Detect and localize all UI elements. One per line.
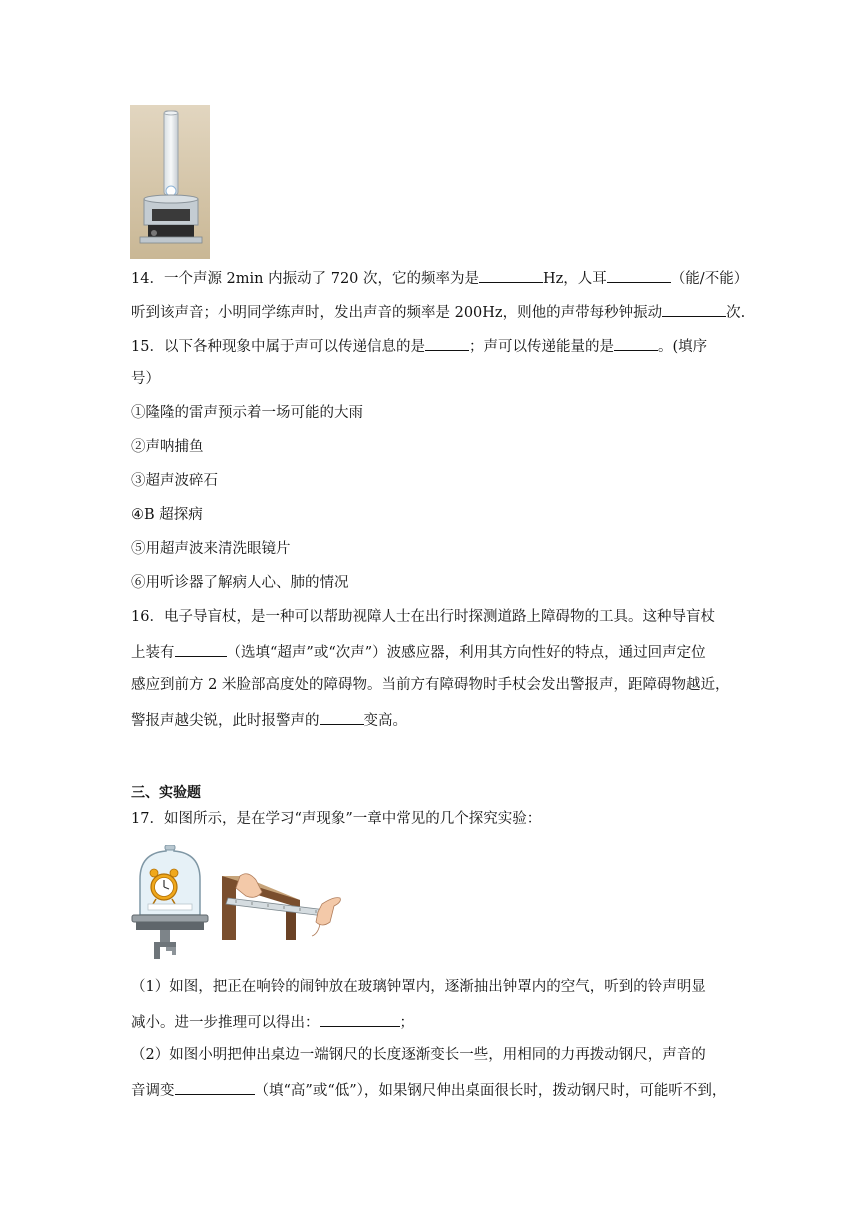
section-heading: 三、实验题 — [131, 785, 201, 801]
question-15-line-2: 号） — [131, 371, 160, 387]
question-14-line-2: 听到该声音；小明同学练声时，发出声音的频率是 200Hz，则他的声带每秒钟振动 次. — [131, 302, 737, 323]
question-16-line-3: 感应到前方 2 米脸部高度处的障碍物。当前方有障碍物时手杖会发出警报声，距障碍物越近， — [131, 677, 730, 693]
question-15-option: ②声呐捕鱼 — [131, 439, 204, 455]
question-15-option: ③超声波碎石 — [131, 473, 218, 489]
answer-blank — [175, 642, 227, 657]
question-16-line-2: 上装有 （选填“超声”或“次声”）波感应器，利用其方向性好的特点，通过回声定位 — [131, 642, 737, 663]
question-15-line-1: 15．以下各种现象中属于声可以传递信息的是 ；声可以传递能量的是 。(填序 — [131, 336, 737, 357]
question-16-line-4: 警报声越尖锐，此时报警声的 变高。 — [131, 710, 737, 731]
bell-jar-alarm-clock-image — [130, 845, 210, 963]
answer-blank — [425, 336, 469, 351]
question-16-line-1: 16．电子导盲杖，是一种可以帮助视障人士在出行时探测道路上障碍物的工具。这种导盲杖 — [131, 609, 715, 625]
question-14-line-1: 14．一个声源 2min 内振动了 720 次，它的频率为是 Hz，人耳 （能/不能） — [131, 268, 737, 289]
answer-blank — [607, 268, 671, 283]
answer-blank — [320, 1012, 400, 1027]
answer-blank — [479, 268, 543, 283]
question-17-part-2-line-2: 音调变 （填“高”或“低”），如果钢尺伸出桌面很长时，拨动钢尺时，可能听不到， — [131, 1080, 737, 1101]
question-17-part-2-line-1: （2）如图小明把伸出桌边一端钢尺的长度逐渐变长一些，用相同的力再拨动钢尺，声音的 — [131, 1047, 706, 1063]
question-15-option: ⑥用听诊器了解病人心、肺的情况 — [131, 575, 349, 591]
question-17-part-1-line-2: 减小。进一步推理可以得出： ； — [131, 1012, 737, 1033]
question-15-option: ①隆隆的雷声预示着一场可能的大雨 — [131, 405, 363, 421]
answer-blank — [175, 1080, 255, 1095]
question-15-option: ④B 超探病 — [131, 507, 203, 523]
question-17-intro: 17．如图所示，是在学习“声现象”一章中常见的几个探究实验： — [131, 811, 542, 827]
answer-blank — [320, 710, 364, 725]
question-15-option: ⑤用超声波来清洗眼镜片 — [131, 541, 291, 557]
glass-tube-apparatus-image — [130, 105, 210, 259]
answer-blank — [662, 302, 726, 317]
answer-blank — [614, 336, 658, 351]
question-17-part-1-line-1: （1）如图，把正在响铃的闹钟放在玻璃钟罩内，逐渐抽出钟罩内的空气，听到的铃声明显 — [131, 979, 706, 995]
ruler-on-table-image — [222, 870, 348, 940]
